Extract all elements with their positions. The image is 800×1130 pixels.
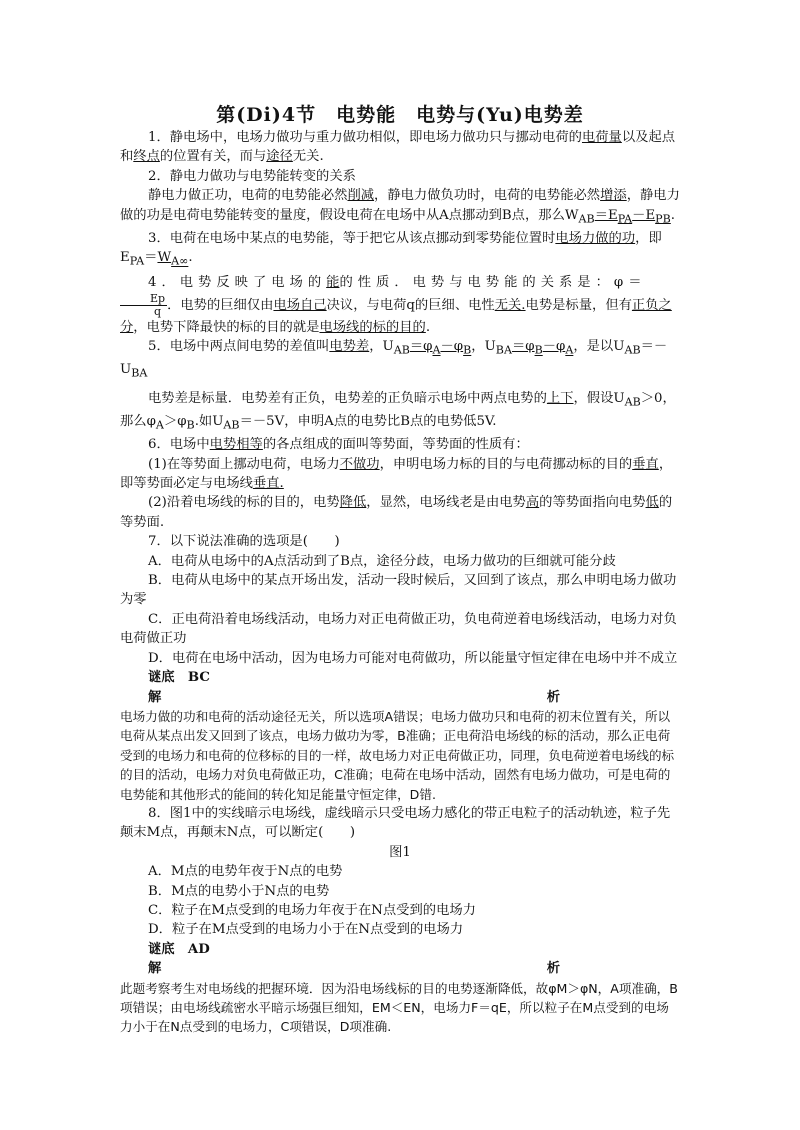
- question-7-answer: 谜底 BC: [148, 670, 210, 686]
- question-7-option-b: B．电荷从电场中的某点开场出发，活动一段时候后，又回到了该点，那么申明电场力做功为零: [120, 573, 677, 608]
- item-5: 5．电场中两点间电势的差值叫电势差，$U_{AB}=\varphi_A-\varphi_B$，$U_{BA}=\varphi_B-\varphi_A$，是以$U_{AB}=-U_{BA}$: [120, 338, 668, 380]
- question-7-option-d: D．电荷在电场中活动，因为电场力可能对电荷做功，所以能量守恒定律在电场中并不成立: [148, 650, 678, 666]
- question-8-option-b: B．M点的电势小于N点的电势: [148, 883, 330, 899]
- item-2-body: 静电力做正功，电荷的电势能必然削减，静电力做负功时，电荷的电势能必然增添，静电力做的功是电荷电势能转变的量度，假设电荷在电场中从A点挪动到B点，那么$W_{AB}=E_{PA}-E_{PB}$.: [120, 188, 680, 226]
- item-6-2: (2)沿着电场线的标的目的，电势降低，显然，电场线老是由电势高的等势面指向电势低的等势面.: [120, 495, 673, 530]
- item-1: 1．静电场中，电场力做功与重力做功相似，即电场力做功只与挪动电荷的电荷量以及起点和终点的位置有关，而与途径无关.: [120, 130, 676, 165]
- question-8-analysis: 此题考察考生对电场线的把握环境．因为沿电场线标的目的电势逐渐降低，故φM＞φN，A项准确，B项错误；由电场线疏密水平暗示场强巨细知，EM＜EN，电场力F＝qE，所以粒子在M点受到的电场力小于在N点受到的电场力，C项错误，D项准确.: [120, 980, 678, 1035]
- question-7-analysis: 电场力做的功和电荷的活动途径无关，所以选项A错误；电场力做功只和电荷的初末位置有关，所以电荷从某点出发又回到了该点，电场力做功为零，B准确；正电荷沿电场线的标的活动，那么正电荷受到的电场力和电荷的位移标的目的一样，故电场力对正电荷做正功，同理，负电荷逆着电场线的标的目的活动，电场力对负电荷做正功，C准确；电荷在电场中活动，固然有电场力做功，可是电荷的电势能和其他形式的能间的转化知足能量守恒定律，D错.: [120, 708, 675, 802]
- item-6-1: (1)在等势面上挪动电荷，电场力不做功，申明电场力标的目的与电荷挪动标的目的垂直，即等势面必定与电场线垂直.: [120, 456, 673, 492]
- question-8-answer: 谜底 AD: [148, 941, 210, 957]
- item-2-heading: 2．静电力做功与电势能转变的关系: [148, 168, 356, 184]
- question-8-option-c: C．粒子在M点受到的电场力年夜于在N点受到的电场力: [148, 902, 476, 918]
- item-5-continued: 电势差是标量．电势差有正负，电势差的正负暗示电场中两点电势的上下，假设$U_{AB}>0$，那么$\varphi_A>\varphi_B$.如$U_{AB}=-5V$，申明A点的电势比B点的电势低5V.: [120, 391, 676, 432]
- item-4: 4．电势反映了电场的能的性质．电势与电势能的关系是：φ＝ $\frac{Ep}{q}$ ．电势的巨细仅由电场自己决议，与电荷q的巨细、电性无关.电势是标量，但有正负之分，电势下降最快的标的目的就是电场线的标的目的.: [120, 275, 672, 335]
- question-7-analysis-heading: 解 析: [148, 689, 560, 705]
- question-7: 7．以下说法准确的选项是( ): [148, 534, 340, 550]
- question-7-option-c: C．正电荷沿着电场线活动，电场力对正电荷做正功，负电荷逆着电场线活动，电场力对负电荷做正功: [120, 611, 677, 647]
- question-8-analysis-heading: 解 析: [148, 961, 560, 977]
- item-6: 6．电场中电势相等的各点组成的面叫等势面，等势面的性质有：: [148, 437, 529, 453]
- item-3: 3．电荷在电场中某点的电势能，等于把它从该点挪动到零势能位置时电场力做的功，即$E_{PA}=W_{A\infty}$.: [120, 230, 662, 268]
- figure-label: 图1: [389, 844, 411, 860]
- question-8-option-d: D．粒子在M点受到的电场力小于在N点受到的电场力: [148, 922, 464, 938]
- fraction-ep-over-q: $\frac{Ep}{q}$: [120, 293, 167, 318]
- page-title: 第(Di)4节 电势能 电势与(Yu)电势差: [216, 104, 584, 126]
- document-body: [120, 128, 680, 1037]
- question-7-option-a: A．电荷从电场中的A点活动到了B点，途径分歧，电场力做功的巨细就可能分歧: [148, 553, 616, 569]
- question-8: 8．图1中的实线暗示电场线，虚线暗示只受电场力感化的带正电粒子的活动轨迹，粒子先颠末M点，再颠末N点，可以断定( ): [120, 805, 671, 841]
- question-8-option-a: A．M点的电势年夜于N点的电势: [148, 864, 343, 880]
